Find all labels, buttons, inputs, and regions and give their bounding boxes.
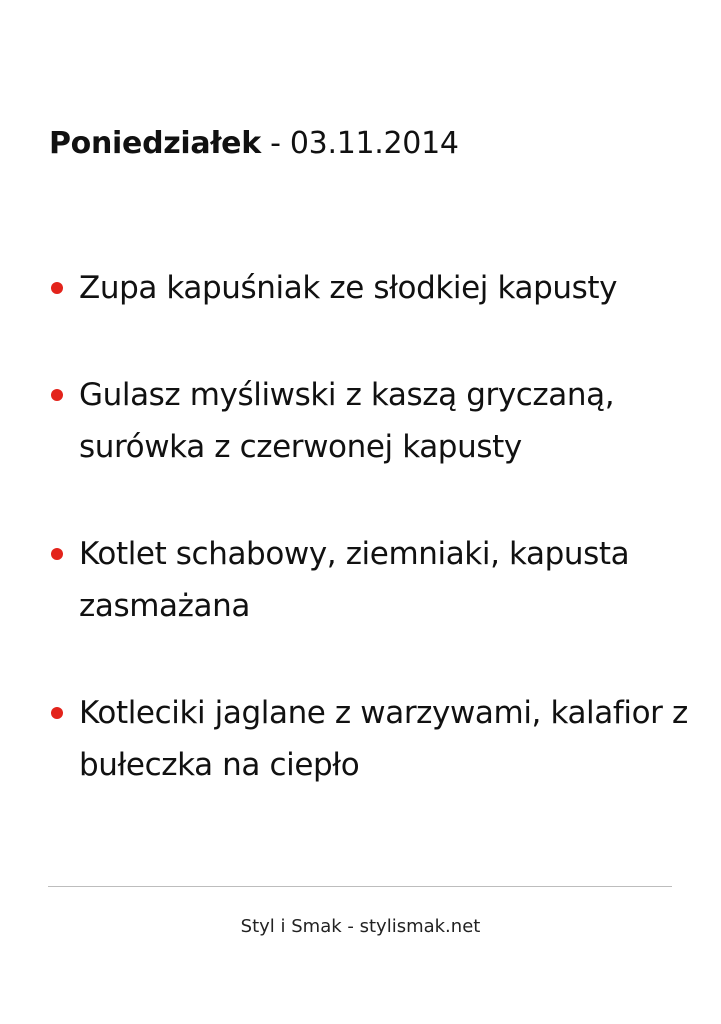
footer-text: Styl i Smak - stylismak.net: [240, 916, 481, 937]
bullet-icon: [51, 707, 63, 719]
bullet-icon: [51, 548, 63, 560]
menu-item-text: Kotleciki jaglane z warzywami, kalafior z bułeczka na ciepło: [79, 695, 688, 783]
menu-item-text: Gulasz myśliwski z kaszą gryczaną, surówka z czerwonej kapusty: [79, 377, 615, 465]
page-title: [49, 124, 459, 164]
bullet-icon: [51, 282, 63, 294]
menu-item: [49, 369, 689, 473]
menu-item: [49, 687, 689, 791]
menu-item-text: Kotlet schabowy, ziemniaki, kapusta zasmażana: [79, 536, 630, 624]
title-separator: -: [260, 126, 290, 161]
menu-item-text: Zupa kapuśniak ze słodkiej kapusty: [79, 270, 618, 306]
day-name: Poniedziałek: [49, 126, 261, 161]
bullet-icon: [51, 389, 63, 401]
menu-date: 03.11.2014: [289, 126, 459, 161]
menu-item: [49, 528, 689, 632]
menu-item: [49, 262, 689, 314]
menu-list: [49, 262, 689, 846]
footer-divider: [48, 886, 672, 887]
